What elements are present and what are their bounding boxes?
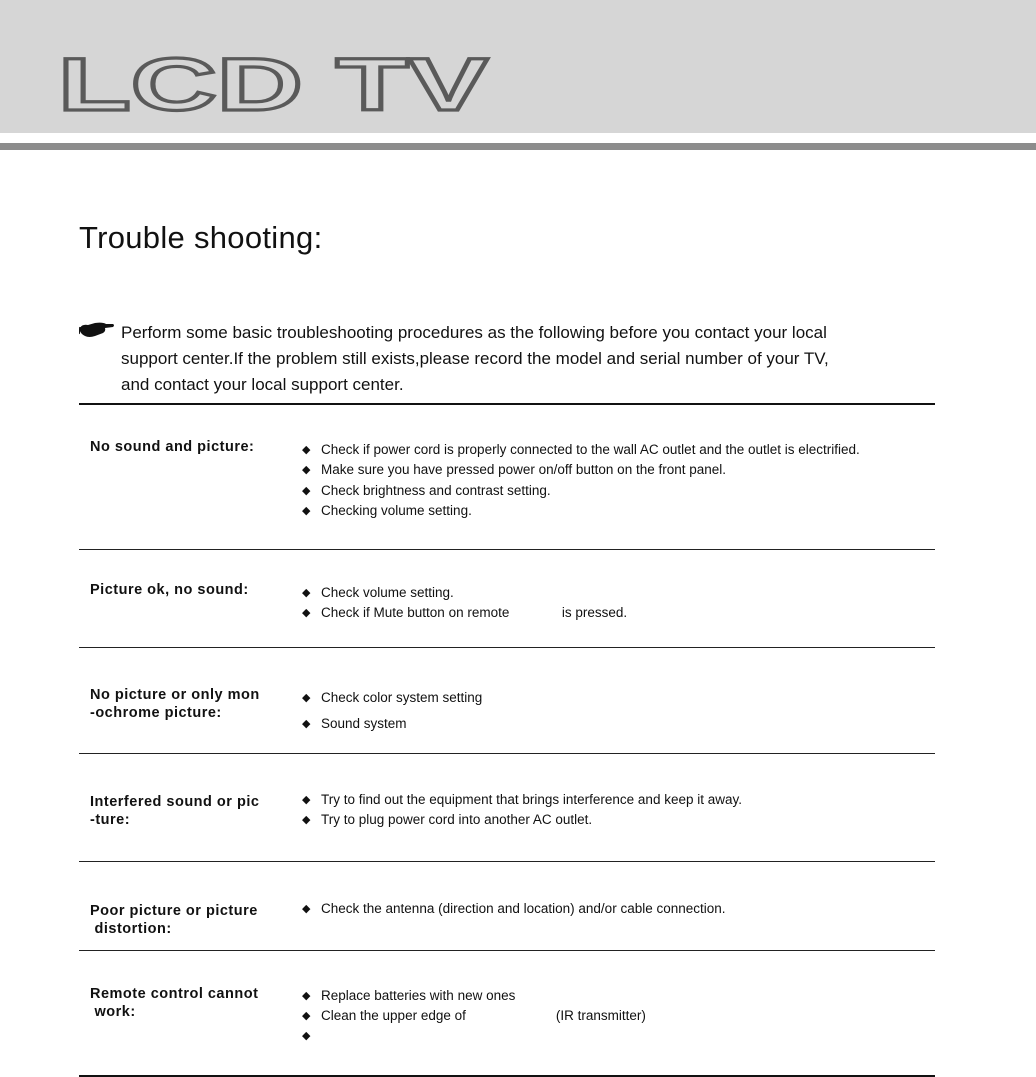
row-divider xyxy=(79,647,935,648)
bullet-diamond-icon: ◆ xyxy=(302,903,311,915)
intro-line-1: Perform some basic troubleshooting procedures as the following before you contact your local xyxy=(121,323,827,342)
bullet-diamond-icon: ◆ xyxy=(302,607,311,619)
row-divider xyxy=(79,861,935,862)
intro-line-3: and contact your local support center. xyxy=(121,375,404,394)
page-title: Trouble shooting: xyxy=(79,220,323,255)
bullet-diamond-icon: ◆ xyxy=(302,692,311,704)
solution-item: ◆ Check if power cord is properly connected to the wall AC outlet and the outlet is electrified. xyxy=(302,442,860,457)
lcd-tv-logo xyxy=(58,50,498,114)
row-divider xyxy=(79,950,935,951)
solution-item: ◆ Try to find out the equipment that brings interference and keep it away. xyxy=(302,792,742,807)
solution-item: ◆ Try to plug power cord into another AC outlet. xyxy=(302,812,593,827)
intro-line-2: support center.If the problem still exists,please record the model and serial number of your TV, xyxy=(121,349,829,368)
bullet-diamond-icon: ◆ xyxy=(302,444,311,456)
row-divider xyxy=(79,753,935,754)
header-rule xyxy=(0,143,1036,150)
bullet-diamond-icon: ◆ xyxy=(302,505,311,517)
solution-item: ◆ Sound system xyxy=(302,716,407,731)
bullet-diamond-icon: ◆ xyxy=(302,587,311,599)
issue-picture-ok-no-sound: Picture ok, no sound: xyxy=(90,582,249,598)
table-top-rule xyxy=(79,403,935,405)
issue-remote-control-cannot-work: Remote control cannot work: xyxy=(90,986,259,1020)
solution-item: ◆ Checking volume setting. xyxy=(302,503,472,518)
issue-poor-picture-or-distortion: Poor picture or picture distortion: xyxy=(90,903,258,937)
solution-item: ◆ Check volume setting. xyxy=(302,585,454,600)
header-banner xyxy=(0,0,1036,133)
solution-item xyxy=(302,1028,321,1044)
row-divider xyxy=(79,549,935,550)
issue-interfered-sound-or-picture: Interfered sound or pic -ture: xyxy=(90,794,260,828)
solution-item: ◆ Check the antenna (direction and location) and/or cable connection. xyxy=(302,901,726,916)
bullet-diamond-icon: ◆ xyxy=(302,1030,311,1042)
bullet-diamond-icon: ◆ xyxy=(302,485,311,497)
issue-no-picture-or-monochrome: No picture or only mon -ochrome picture: xyxy=(90,687,260,721)
solution-item: ◆ Check if Mute button on remote is pressed. xyxy=(302,605,628,620)
bullet-diamond-icon: ◆ xyxy=(302,814,311,826)
bullet-diamond-icon: ◆ xyxy=(302,794,311,806)
logo-text: LCD TV xyxy=(58,50,488,114)
issue-no-sound-and-picture: No sound and picture: xyxy=(90,439,255,455)
bullet-diamond-icon: ◆ xyxy=(302,718,311,730)
solution-item: ◆ Check brightness and contrast setting. xyxy=(302,483,551,498)
bullet-diamond-icon: ◆ xyxy=(302,1010,311,1022)
pointing-hand-icon xyxy=(79,321,115,341)
bullet-diamond-icon: ◆ xyxy=(302,990,311,1002)
bullet-diamond-icon: ◆ xyxy=(302,464,311,476)
solution-item: ◆ Replace batteries with new ones xyxy=(302,988,516,1003)
solution-item: ◆ Make sure you have pressed power on/off button on the front panel. xyxy=(302,462,727,477)
solution-item: ◆ Check color system setting xyxy=(302,690,483,705)
intro-note xyxy=(79,320,949,398)
solution-item: ◆ Clean the upper edge of (IR transmitter) xyxy=(302,1008,646,1023)
